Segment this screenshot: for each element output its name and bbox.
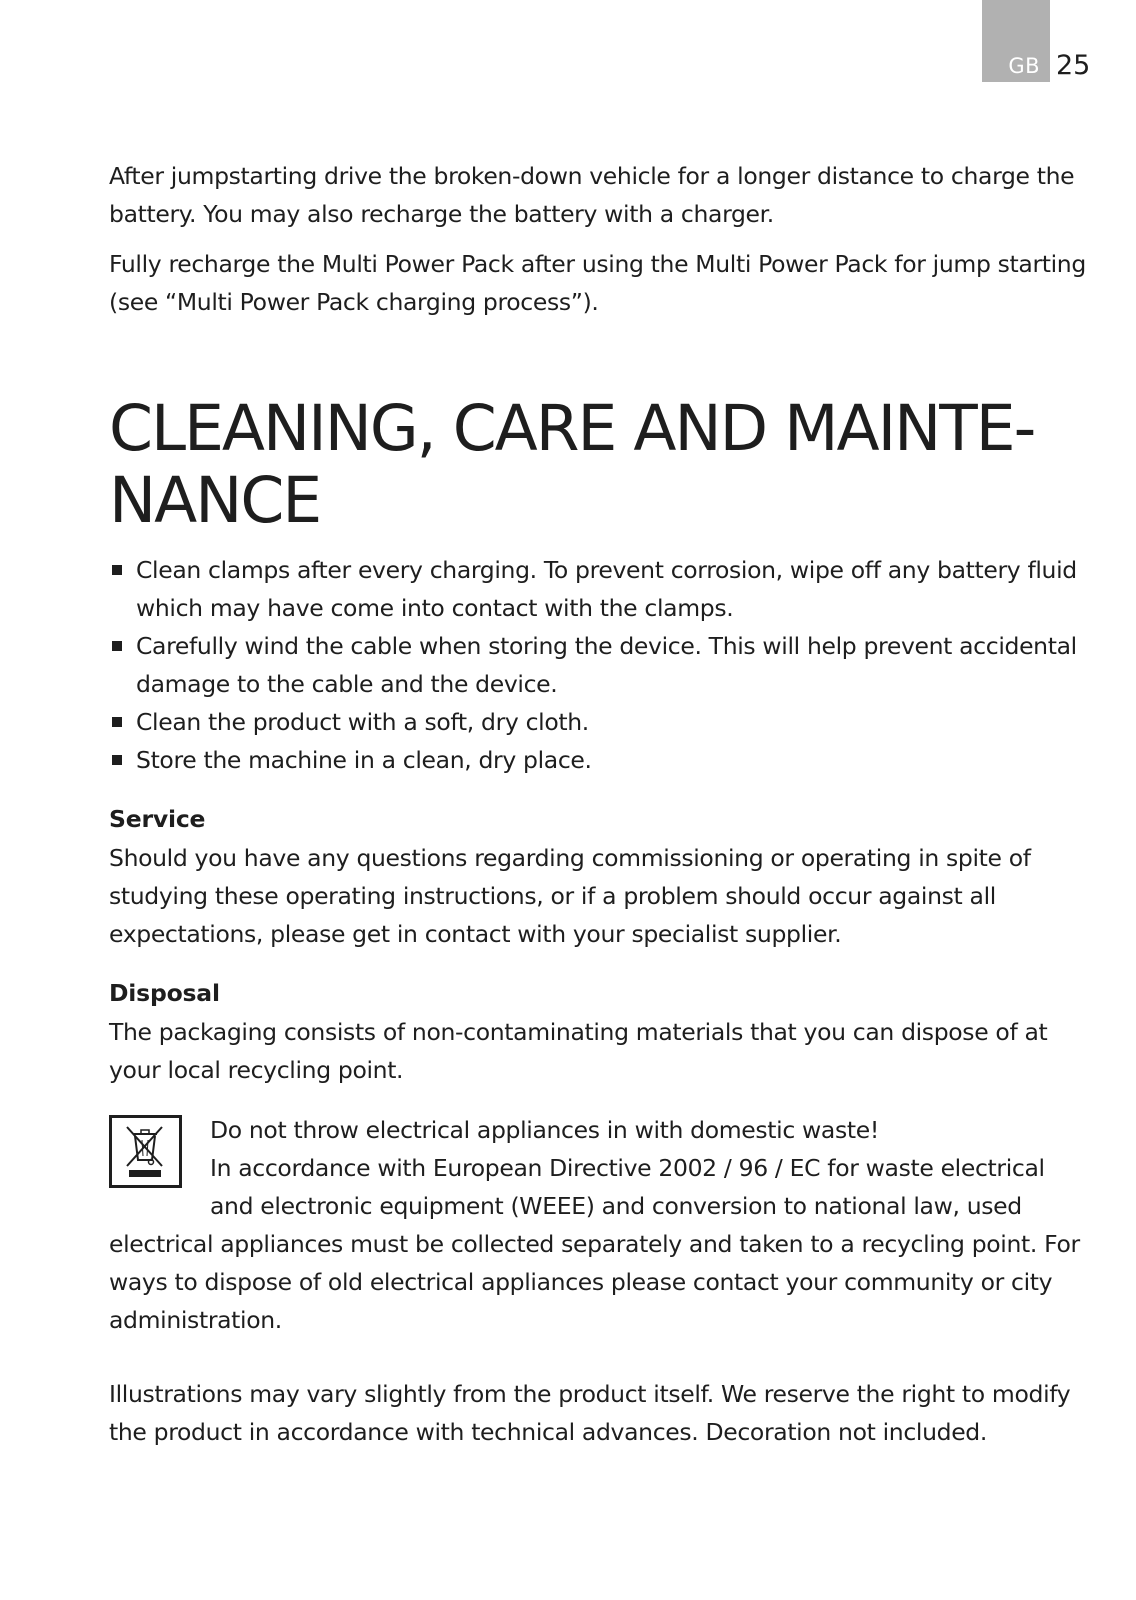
intro-paragraph-2: Fully recharge the Multi Power Pack after using the Multi Power Pack for jump starting (see “Multi Power Pack charging process”). [109,250,1086,316]
bullet-square-icon [112,565,122,575]
intro-paragraph-1: After jumpstarting drive the broken-down vehicle for a longer distance to charge the battery. You may also recharge the battery with a charger. [109,162,1075,228]
section-title [109,393,1091,537]
page-content [109,157,1091,1451]
weee-warning-line: Do not throw electrical appliances in with domestic waste! [210,1116,879,1144]
service-paragraph: Should you have any questions regarding commissioning or operating in spite of studying these operating instructions, or if a problem should occur against all expectations, please get in contact with your specialist supplier. [109,844,1031,948]
illustration-disclaimer: Illustrations may vary slightly from the product itself. We reserve the right to modify the product in accordance with technical advances. Decoration not included. [109,1380,1071,1446]
care-bullet-list [109,551,1091,779]
section-title-line-1: CLEANING, CARE AND MAINTE- [109,392,1035,465]
crossed-out-wheelie-bin-icon [109,1115,182,1188]
disposal-paragraph: The packaging consists of non-contaminating materials that you can dispose of at your local recycling point. [109,1018,1048,1084]
bullet-square-icon [112,641,122,651]
weee-directive-text: In accordance with European Directive 2002 / 96 / EC for waste electrical and electronic equipment (WEEE) and conversion to national law, used electrical appliances must be collected separately and taken to a recycling point. For ways to dispose of old electrical appliances please contact your community or city administration. [109,1154,1080,1334]
service-heading: Service [109,805,206,833]
disposal-heading: Disposal [109,979,220,1007]
page-number: 25 [1056,50,1091,81]
weee-paragraph [109,1111,1091,1339]
bullet-square-icon [112,717,122,727]
list-item [109,703,1091,741]
list-item-text: Clean the product with a soft, dry cloth. [136,708,589,736]
list-item-text: Carefully wind the cable when storing the device. This will help prevent accidental damage to the cable and the device. [136,632,1077,698]
list-item [109,627,1091,703]
weee-notice [109,1111,1091,1339]
language-badge [982,0,1050,82]
list-item [109,551,1091,627]
list-item-text: Clean clamps after every charging. To prevent corrosion, wipe off any battery fluid which may have come into contact with the clamps. [136,556,1077,622]
language-code: GB [1008,54,1040,78]
list-item-text: Store the machine in a clean, dry place. [136,746,592,774]
list-item [109,741,1091,779]
bullet-square-icon [112,755,122,765]
section-title-line-2: NANCE [109,464,321,537]
